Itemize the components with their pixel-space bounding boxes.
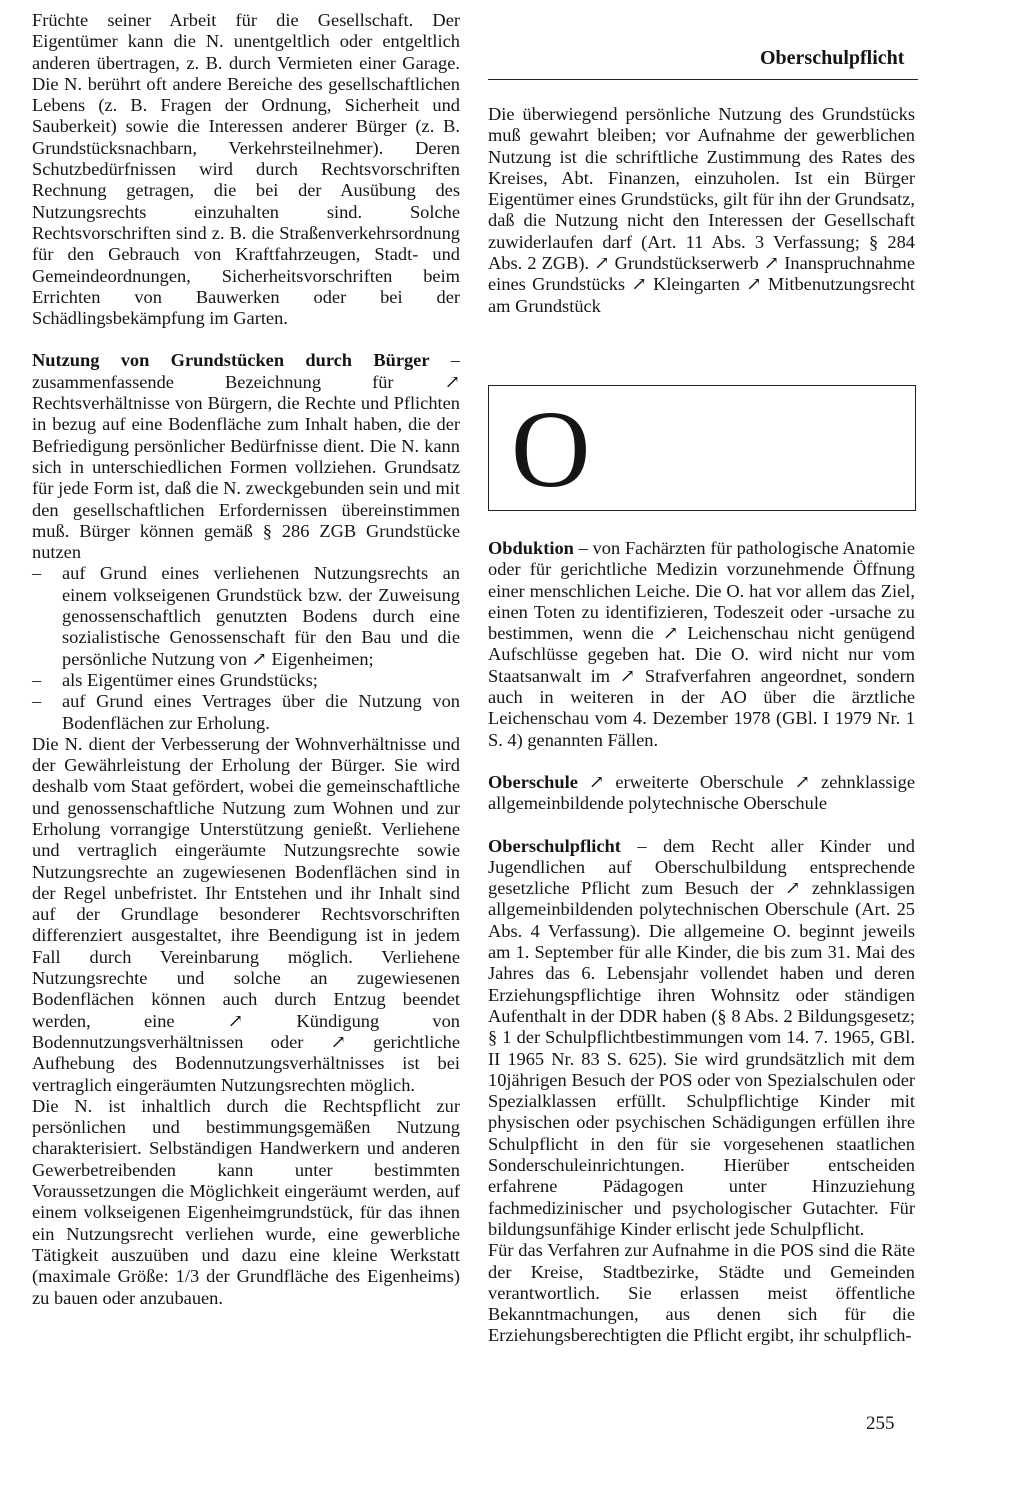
paragraph: Die überwiegend persönliche Nutzung des Grundstücks muß gewahrt bleiben; vor Aufnahme der gewerblichen Nutzung ist die schriftliche Zustimmung des Rates des Kreises, Abt. Finanzen, einzuholen. Ist ein Bürger Eigentümer eines Grundstücks, gilt für ihn der Grundsatz, daß die Nutzung nicht den Interessen der Gesellschaft zuwiderlaufen darf (Art. 11 Abs. 3 Verfassung; § 284 Abs. 2 ZGB). ↗ Grundstückserwerb ↗ Inanspruchnahme eines Grundstücks ↗ Kleingarten ↗ Mitbenutzungsrecht am Grundstück <box>488 104 915 316</box>
paragraph: Für das Verfahren zur Aufnahme in die POS sind die Räte der Kreise, Stadtbezirke, Städte und Gemeinden verantwortlich. Sie erlassen meist öffentliche Bekanntmachungen, aus denen sich für die Erziehungsberechtigten die Pflicht ergibt, ihr schulpflich- <box>488 1240 915 1346</box>
paragraph: Die N. ist inhaltlich durch die Rechtspflicht zur persönlichen und bestimmungsgemäßen Nutzung charakterisiert. Selbständigen Handwerkern und anderen Gewerbetreibenden kann unter bestimmten Voraussetzungen die Möglichkeit eingeräumt werden, auf einem volkseigenen Eigenheimgrundstück, für das ihnen ein Nutzungsrecht verliehen wurde, eine gewerbliche Tätigkeit auszuüben und dazu eine kleine Werkstatt (maximale Größe: 1/3 der Grundfläche des Eigenheims) zu bauen oder anzubauen. <box>32 1095 460 1308</box>
running-head: Oberschulpflicht <box>760 47 905 69</box>
section-letter: O <box>511 388 591 510</box>
list-item: – als Eigentümer eines Grundstücks; <box>32 670 460 691</box>
header-rule <box>488 79 918 80</box>
paragraph: Früchte seiner Arbeit für die Gesellschaft. Der Eigentümer kann die N. unentgeltlich oder entgeltlich anderen übertragen, z. B. durch Vermieten einer Garage. Die N. berührt oft andere Bereiche des gesellschaftlichen Lebens (z. B. Fragen der Ordnung, Sicherheit und Sauberkeit) sowie die Interessen anderer Bürger (z. B. Grundstücksnachbarn, Verkehrsteilnehmer). Deren Schutzbedürfnissen wird durch Rechtsvorschriften Rechnung getragen, die bei der Ausübung des Nutzungsrechts einzuhalten sind. Solche Rechtsvorschriften sind z. B. die Straßenverkehrsordnung für den Gebrauch von Kraftfahrzeugen, Stadt- und Gemeindeordnungen, Sicherheitsvorschriften beim Errichten von Bauwerken oder bei der Schädlingsbekämpfung im Garten. <box>32 10 460 329</box>
dictionary-entry-nutzung <box>32 350 460 563</box>
left-column <box>32 10 460 1309</box>
dash-list <box>32 563 460 733</box>
entry-term: Nutzung von Grundstücken durch Bürger <box>32 350 430 371</box>
entry-text: – zusammenfassende Bezeichnung für ↗ Rechtsverhältnisse von Bürgern, die Rechte und Pflichten in bezug auf eine Bodenfläche zum Inhalt haben, die der Befriedigung persönlicher Bedürfnisse dient. Die N. kann sich in unterschiedlichen Formen vollziehen. Grundsatz für jede Form ist, daß die N. zweckgebunden sein und mit den gesellschaftlichen Erfordernissen übereinstimmen muß. Bürger können gemäß § 286 ZGB Grundstücke nutzen <box>32 350 460 563</box>
right-column-top <box>488 104 915 317</box>
entry-term: Oberschulpflicht <box>488 835 621 856</box>
section-letter-box <box>488 385 916 511</box>
right-column-bottom <box>488 538 915 1347</box>
entry-term: Oberschule <box>488 771 578 792</box>
entry-text: – dem Recht aller Kinder und Jugendlichen auf Oberschulbildung entsprechende gesetzliche Pflicht zum Besuch der ↗ zehnklassigen allgemeinbildenden polytechnischen Oberschule (Art. 25 Abs. 4 Verfassung). Die allgemeine O. beginnt jeweils am 1. September für alle Kinder, die bis zum 31. Mai des Jahres das 6. Lebensjahr vollendet haben und deren Erziehungspflichtige ihren Wohnsitz oder ständigen Aufenthalt in der DDR haben (§ 8 Abs. 2 Bildungsgesetz; § 1 der Schulpflichtbestimmungen vom 14. 7. 1965, GBl. II 1965 Nr. 83 S. 625). Sie wird grundsätzlich mit dem 10jährigen Besuch der POS oder von Spezialschulen oder Spezialklassen erfüllt. Schulpflichtige Kinder mit physischen oder psychischen Schädigungen erfüllen ihre Schulpflicht in den für sie vorgesehenen staatlichen Sonderschuleinrichtungen. Hierüber entscheiden erfahrene Pädagogen unter Hinzuziehung fachmedizinischer und psychologischer Gutachter. Für bildungsunfähige Kinder erlischt jede Schulpflicht. <box>488 835 915 1239</box>
dictionary-entry-obduktion <box>488 538 915 751</box>
dictionary-entry-oberschulpflicht <box>488 836 915 1241</box>
dictionary-entry-oberschule <box>488 772 915 815</box>
paragraph: Die N. dient der Verbesserung der Wohnverhältnisse und der Gewährleistung der Erholung der Bürger. Sie wird deshalb vom Staat gefördert, wobei die gemeinschaftliche und genossenschaftliche Nutzung zum Wohnen und zur Erholung vorrangige Unterstützung genießt. Verliehene und vertraglich eingeräumte Nutzungsrechte sowie Nutzungsrechte an zugewiesenen Bodenflächen sind in der Regel unbefristet. Ihr Entstehen und ihr Inhalt sind auf der Grundlage besonderer Rechtsvorschriften differenziert ausgestaltet, ihre Beendigung ist in jedem Fall durch Vereinbarung möglich. Verliehene Nutzungsrechte und solche an zugewiesenen Bodenflächen können auch durch Entzug beendet werden, eine ↗ Kündigung von Bodennutzungsverhältnissen oder ↗ gerichtliche Aufhebung des Bodennutzungsverhältnisses ist bei vertraglich eingeräumten Nutzungsrechten möglich. <box>32 733 460 1095</box>
page-number: 255 <box>866 1413 895 1434</box>
entry-text: – von Fachärzten für pathologische Anatomie oder für gerichtliche Medizin vorzunehmende Öffnung einer menschlichen Leiche. Die O. hat vor allem das Ziel, einen Toten zu identifizieren, Todeszeit oder -ursache zu bestimmen, wenn die ↗ Leichenschau nicht genügend Aufschlüsse gegeben hat. Die O. wird nicht nur vom Staatsanwalt im ↗ Strafverfahren angeordnet, sondern auch in weiteren in der AO über die ärztliche Leichenschau vom 4. Dezember 1978 (GBl. I 1979 Nr. 1 S. 4) genannten Fällen. <box>488 538 915 750</box>
list-item: – auf Grund eines Vertrages über die Nutzung von Bodenflächen zur Erholung. <box>32 691 460 734</box>
entry-term: Obduktion <box>488 538 574 558</box>
list-item: – auf Grund eines verliehenen Nutzungsrechts an einem volkseigenen Grundstück bzw. der Zuweisung genossenschaftlich genutzten Bodens durch eine sozialistische Genossenschaft für den Bau und die persönliche Nutzung von ↗ Eigenheimen; <box>32 563 460 669</box>
entry-text: ↗ erweiterte Oberschule ↗ zehnklassige allgemeinbildende polytechnische Oberschule <box>488 771 915 814</box>
